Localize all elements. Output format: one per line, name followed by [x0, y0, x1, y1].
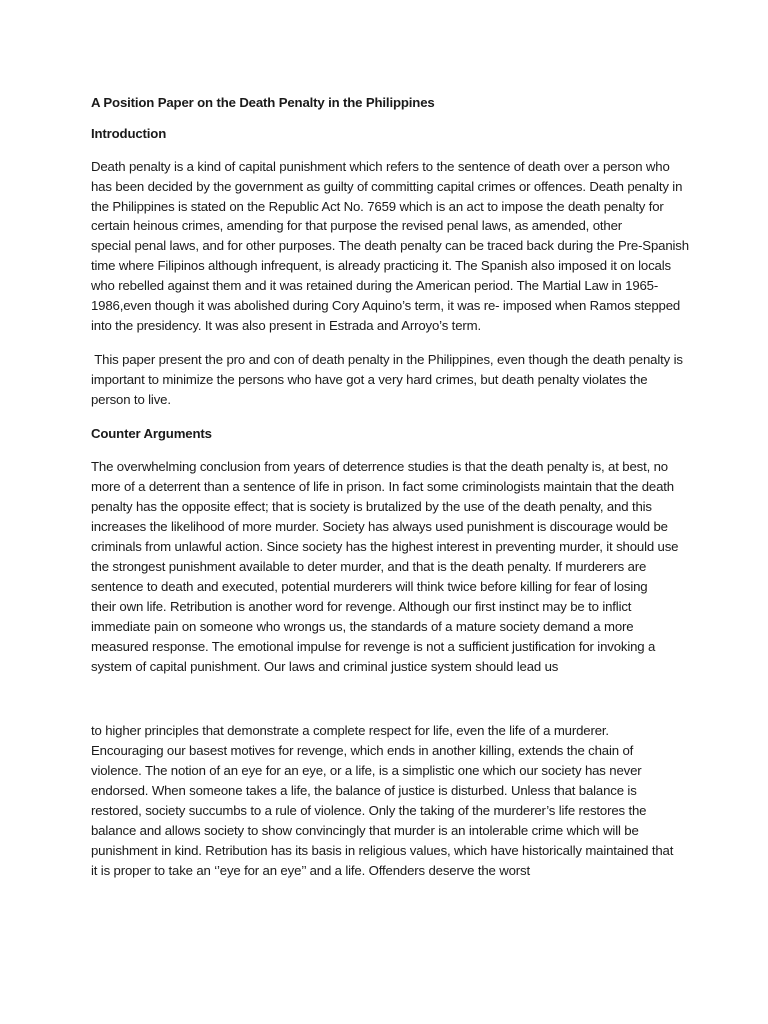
text-line: penalty has the opposite effect; that is society is brutalized by the use of the death penalty, and this	[91, 499, 652, 514]
text-line: who rebelled against them and it was retained during the American period. The Martial Law in 1965-	[91, 278, 659, 293]
text-line: certain heinous crimes, amending for that purpose the revised penal laws, as amended, other	[91, 218, 623, 233]
heading-introduction: Introduction	[91, 126, 167, 141]
heading-counter-arguments: Counter Arguments	[91, 426, 212, 441]
document-title: A Position Paper on the Death Penalty in the Philippines	[91, 95, 435, 110]
text-line: to higher principles that demonstrate a complete respect for life, even the life of a murderer.	[91, 723, 609, 738]
text-line: important to minimize the persons who have got a very hard crimes, but death penalty violates the	[91, 372, 648, 387]
text-line: balance and allows society to show convincingly that murder is an intolerable crime which will be	[91, 823, 639, 838]
text-line: Death penalty is a kind of capital punishment which refers to the sentence of death over a person who	[91, 159, 670, 174]
text-line: more of a deterrent than a sentence of life in prison. In fact some criminologists maintain that the death	[91, 479, 674, 494]
text-line: time where Filipinos although infrequent, is already practicing it. The Spanish also imposed it on locals	[91, 258, 671, 273]
text-line: their own life. Retribution is another word for revenge. Although our first instinct may be to inflict	[91, 599, 632, 614]
text-line: increases the likelihood of more murder. Society has always used punishment is discourage would be	[91, 519, 668, 534]
text-line: violence. The notion of an eye for an eye, or a life, is a simplistic one which our society has never	[91, 763, 642, 778]
text-line: This paper present the pro and con of death penalty in the Philippines, even though the death penalty is	[91, 352, 683, 367]
text-line: it is proper to take an ‘’eye for an eye’’ and a life. Offenders deserve the worst	[91, 863, 531, 878]
text-line: measured response. The emotional impulse for revenge is not a sufficient justification for invoking a	[91, 639, 656, 654]
text-line: the strongest punishment available to deter murder, and that is the death penalty. If murderers are	[91, 559, 647, 574]
text-line: person to live.	[91, 392, 171, 407]
text-line: immediate pain on someone who wrongs us, the standards of a mature society demand a more	[91, 619, 634, 634]
text-line: the Philippines is stated on the Republic Act No. 7659 which is an act to impose the death penalty for	[91, 199, 664, 214]
text-line: Encouraging our basest motives for revenge, which ends in another killing, extends the chain of	[91, 743, 634, 758]
text-line: sentence to death and executed, potential murderers will think twice before killing for fear of losing	[91, 579, 648, 594]
text-line: 1986,even though it was abolished during Cory Aquino’s term, it was re- imposed when Ramos stepped	[91, 298, 681, 313]
text-line: criminals from unlawful action. Since society has the highest interest in preventing murder, it should use	[91, 539, 679, 554]
text-line: punishment in kind. Retribution has its basis in religious values, which have historically maintained that	[91, 843, 674, 858]
text-line: into the presidency. It was also present in Estrada and Arroyo’s term.	[91, 318, 481, 333]
text-line: special penal laws, and for other purposes. The death penalty can be traced back during the Pre-Spanish	[91, 238, 689, 253]
text-line: endorsed. When someone takes a life, the balance of justice is disturbed. Unless that balance is	[91, 783, 637, 798]
text-line: The overwhelming conclusion from years of deterrence studies is that the death penalty is, at best, no	[91, 459, 668, 474]
text-line: restored, society succumbs to a rule of violence. Only the taking of the murderer’s life restores the	[91, 803, 647, 818]
text-line: has been decided by the government as guilty of committing capital crimes or offences. Death penalty in	[91, 179, 683, 194]
text-line: system of capital punishment. Our laws and criminal justice system should lead us	[91, 659, 559, 674]
